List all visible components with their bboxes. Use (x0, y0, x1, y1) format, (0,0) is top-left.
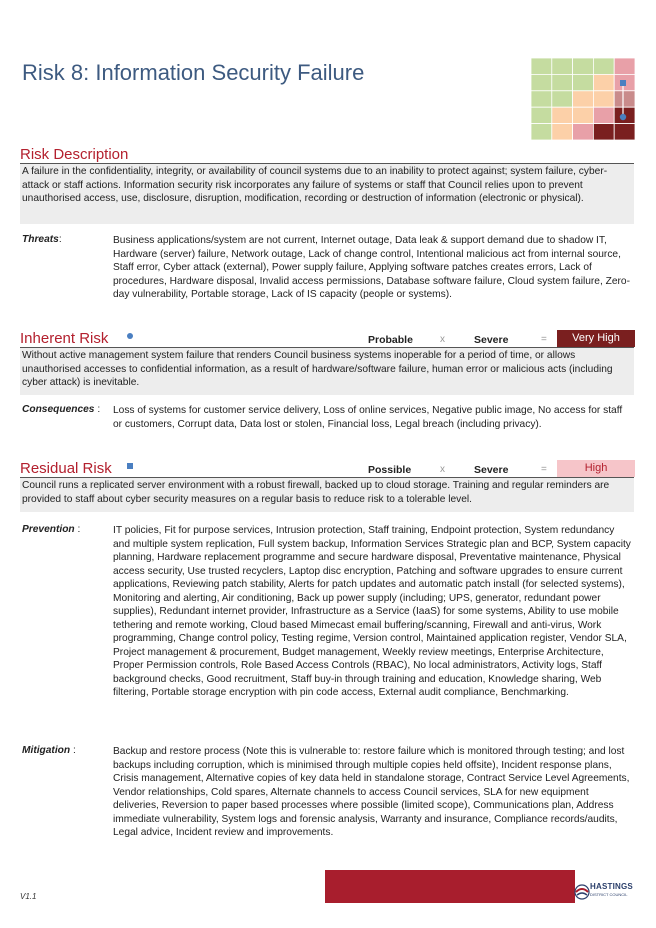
residual-marker (620, 114, 626, 120)
matrix-cell (573, 74, 594, 90)
residual-risk-heading: Residual Risk (20, 460, 112, 477)
residual-impact: Severe (474, 464, 509, 476)
matrix-cell (531, 74, 552, 90)
matrix-cell (531, 91, 552, 107)
residual-risk-marker-icon (127, 463, 133, 469)
matrix-cell (573, 124, 594, 140)
divider (20, 477, 634, 478)
matrix-cell (593, 58, 614, 74)
matrix-cell (552, 74, 573, 90)
consequences-colon: : (97, 404, 101, 415)
matrix-cell (614, 58, 635, 74)
matrix-cell (531, 124, 552, 140)
threats-label-text: Threats (22, 234, 59, 245)
matrix-cell (552, 58, 573, 74)
mitigation-text: Backup and restore process (Note this is vulnerable to: restore failure which is monitored through testing; and lost backups including corruption, which is minimised through multiple copies held offsite), Incident response plans, Crisis management, Alternative copies of key data held in standalone storage, Contract Service Level Agreements, Vendor relationships, Cold spares, Alternate channels to access Council services, SLA for new equipment deliveries, Reversion to paper based processes where possible (limited scope), Communications plan, Address immediate vulnerability, System logs and forensic analysis, Warranty and insurance, Compliance records/audits, Legal advice, Incident review and improvements. (113, 746, 630, 838)
matrix-cell (573, 107, 594, 123)
residual-equals: = (541, 464, 547, 475)
residual-likelihood: Possible (368, 464, 412, 476)
consequences-label (22, 404, 100, 415)
mitigation-label (22, 745, 76, 756)
mitigation-colon: : (72, 745, 76, 756)
consequences-label-text: Consequences (22, 404, 95, 415)
threats-label (22, 234, 62, 245)
matrix-cell (552, 91, 573, 107)
matrix-cell (573, 91, 594, 107)
page-title: Risk 8: Information Security Failure (22, 60, 365, 85)
matrix-cell (531, 58, 552, 74)
risk-description-text: A failure in the confidentiality, integrity, or availability of council systems due to an inability to protect against; system failure, cyber-attack or staff actions. Information security risk incorporates any failure of systems or staff that Council relies upon to prevent unauthorised access, use, disclosure, disruption, modification, recording or destruction of information (electronic or physical). (22, 166, 608, 204)
inherent-times: x (440, 334, 445, 345)
version-label: V1.1 (20, 892, 37, 901)
divider (20, 163, 634, 164)
inherent-rating-badge: Very High (557, 330, 635, 347)
matrix-cell (531, 107, 552, 123)
prevention-text: IT policies, Fit for purpose services, Intrusion protection, Staff training, Endpoint protection, System redundancy and multiple system replication, Full system backup, Information Services Strategic plan and BCP, System capacity planning, Hardware replacement programme and secure hardware disposal, Preventative maintenance, Physical access security, Use trusted recyclers, Laptop disc encryption, Patching and software upgrades to ensure current applications, Reviewing patch stability, Alerts for patch updates and automatic patch install (for selected systems), Monitoring and alerting, Air conditioning, Back up power supply (including; UPS, generator, redundant power supplies), Redundant internet provider, Infrastructure as a Service (IaaS) for some systems, Ability to use mobile tethering and remote working, Cloud based Mimecast email buffering/scanning, Firewall and anti-virus, Work programming, Change control policy, Testing regime, Version control, Maintained application register, Vendor SLA, Project management & procurement, Budget management, Weekly review meetings, Enterprise Architecture, Proper Permission controls, Role Based Access Controls (RBAC), No local administrators, Activity logs, Staff background checks, Good recruitment, Staff buy-in through training and education, Knowledge sharing, Web filtering, Portable storage encryption with pin code access, External audit compliance, Benchmarking. (113, 525, 631, 698)
inherent-equals: = (541, 334, 547, 345)
logo-name: HASTINGS (590, 882, 633, 891)
residual-times: x (440, 464, 445, 475)
matrix-cell (593, 74, 614, 90)
logo-subtitle: DISTRICT COUNCIL (590, 892, 628, 897)
residual-rating-badge: High (557, 460, 635, 477)
residual-risk-text: Council runs a replicated server environment with a robust firewall, backed up to cloud storage. Training and regular reminders are provided to staff about cyber security measures on a regular basis to reduce risk to a tolerable level. (22, 480, 610, 505)
inherent-likelihood: Probable (368, 334, 413, 346)
inherent-risk-marker-icon (127, 333, 133, 339)
footer-bar (325, 870, 575, 903)
matrix-cell (552, 124, 573, 140)
prevention-label (22, 524, 80, 535)
consequences-text: Loss of systems for customer service delivery, Loss of online services, Negative public image, No access for staff or customers, Corrupt data, Data lost or stolen, Financial loss, Legal breach (including privacy). (113, 405, 623, 430)
inherent-risk-heading: Inherent Risk (20, 330, 109, 347)
inherent-impact: Severe (474, 334, 509, 346)
matrix-cell (593, 91, 614, 107)
matrix-cell (614, 91, 635, 107)
mitigation-label-text: Mitigation (22, 745, 71, 756)
risk-heat-matrix (531, 58, 635, 140)
divider (20, 347, 634, 348)
matrix-cell (552, 107, 573, 123)
matrix-cell (593, 124, 614, 140)
prevention-colon: : (77, 524, 81, 535)
threats-colon: : (58, 234, 62, 245)
matrix-cell (573, 58, 594, 74)
prevention-label-text: Prevention (22, 524, 75, 535)
inherent-risk-text: Without active management system failure that renders Council business systems inoperable for a period of time, or allows unauthorised accesses to confidential information, as a result of hardware/software failure, human error or malicious acts (including cyber attack) is inevitable. (22, 350, 613, 388)
matrix-cell (614, 124, 635, 140)
inherent-marker (620, 80, 626, 86)
risk-description-heading: Risk Description (20, 146, 129, 163)
threats-text: Business applications/system are not current, Internet outage, Data leak & support demand due to shadow IT, Hardware (server) failure, Network outage, Lack of change control, Intentional malicious act from internal source, Staff error, Cyber attack (external), Power supply failure, Applying software patches creates errors, Lack of procedures, Hardware disposal, Invalid access permissions, Database software failure, Cloud system failure, Zero-day vulnerability, Portable storage, Lack of IS capacity (people or systems). (113, 235, 630, 300)
matrix-cell (593, 107, 614, 123)
